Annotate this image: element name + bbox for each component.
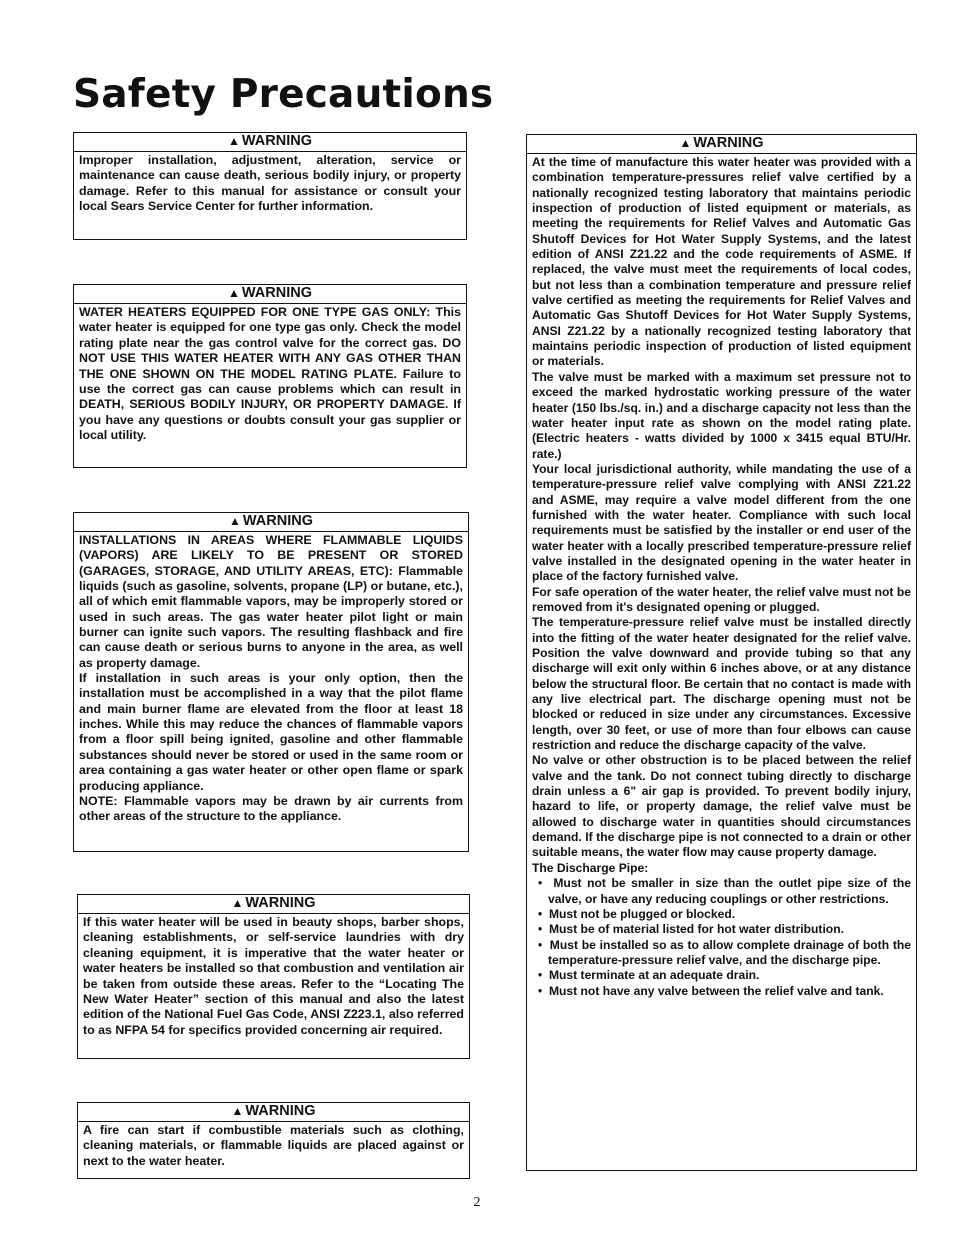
warning-header: ▲ WARNING [74,285,466,304]
list-item: • Must be installed so as to allow complete drainage of both the temperature-pressure relief valve, and the discharge pipe. [538,937,911,967]
warning-triangle-icon: ▲ [228,134,240,148]
warning-header: ▲ WARNING [78,895,469,914]
warning-paragraph: INSTALLATIONS IN AREAS WHERE FLAMMABLE LIQUIDS (VAPORS) ARE LIKELY TO BE PRESENT OR STORED (GARAGES, STORAGE, AND UTILITY AREAS, ETC): Flammable liquids (such as gasoline, solvents, propane (LP) or butane, etc.), all of which emit flammable vapors, may be improperly stored or used in such areas. The gas water heater pilot light or main burner can ignite such vapors. The resulting flashback and fire can cause death or serious burns to anyone in the area, as well as property damage. [79,533,463,670]
list-item: • Must be of material listed for hot water distribution. [538,922,844,937]
discharge-pipe-heading: The Discharge Pipe: [532,860,649,875]
warning-box-relief-valve [526,134,917,1171]
warning-paragraph: NOTE: Flammable vapors may be drawn by air currents from other areas of the structure to the appliance. [79,793,463,824]
warning-paragraph: For safe operation of the water heater, the relief valve must not be removed from it's designated opening or plugged. [532,584,911,614]
warning-triangle-icon: ▲ [228,286,240,300]
warning-paragraph: The temperature-pressure relief valve must be installed directly into the fitting of the water heater designated for the relief valve. Position the valve downward and provide tubing so that any discharge will exit only within 6 inches above, or at any distance below the structural floor. Be certain that no contact is made with any live electrical part. The discharge opening must not be blocked or reduced in size under any circumstances. Excessive length, over 30 feet, or use of more than four elbows can cause restriction and reduce the discharge capacity of the valve. [532,615,911,753]
warning-body [74,532,468,827]
warning-box-improper-installation [73,132,467,240]
warning-paragraph: Your local jurisdictional authority, while mandating the use of a temperature-pressure relief valve complying with ANSI Z21.22 and ASME, may require a valve model different from the one furnished with the water heater. Compliance with such local requirements must be satisfied by the installer or end user of the water heater with a locally prescribed temperature-pressure relief valve installed in the designated opening in the water heater in place of the factory furnished valve. [532,461,911,584]
warning-paragraph: The valve must be marked with a maximum set pressure not to exceed the marked hydrostatic working pressure of the water heater (150 lbs./sq. in.) and a discharge capacity not less than the water heater input rate as shown on the model rating plate. (Electric heaters - watts divided by 1000 x 3415 equal BTU/Hr. rate.) [532,369,911,461]
warning-paragraph: A fire can start if combustible materials such as clothing, cleaning materials, or flammable liquids are placed against or next to the water heater. [83,1123,464,1168]
warning-paragraph: If installation in such areas is your only option, then the installation must be accomplished in a way that the pilot flame and main burner flame are elevated from the floor at least 18 inches. While this may reduce the chances of flammable vapors from a floor spill being ignited, gasoline and other flammable substances should never be stored or used in the same room or area containing a gas water heater or other open flame or spark producing appliance. [79,671,463,793]
warning-body [78,1122,469,1171]
warning-paragraph: WATER HEATERS EQUIPPED FOR ONE TYPE GAS ONLY: This water heater is equipped for one type gas only. Check the model rating plate near the gas control valve for the correct gas. DO NOT USE THIS WATER HEATER WITH ANY GAS OTHER THAN THE ONE SHOWN ON THE MODEL RATING PLATE. Failure to use the correct gas can cause problems which can result in DEATH, SERIOUS BODILY INJURY, OR PROPERTY DAMAGE. If you have any questions or doubts consult your gas supplier or local utility. [79,305,461,443]
warning-triangle-icon: ▲ [679,136,692,150]
list-item: • Must terminate at an adequate drain. [538,968,760,983]
warning-body [527,154,916,1001]
warning-paragraph: At the time of manufacture this water heater was provided with a combination temperature-pressures relief valve certified by a nationally recognized testing laboratory that maintains periodic inspection of production of listed equipment or materials, as meeting the requirements for Relief Valves and Automatic Gas Shutoff Devices for Hot Water Supply Systems, and the latest edition of ANSI Z21.22 and the code requirements of ASME. If replaced, the valve must meet the requirements of local codes, but not less than a combination temperature and pressure relief valve certified as meeting the requirements for Relief Valves and Automatic Gas Shutoff Devices for Hot Water Supply Systems, ANSI Z21.22 by a nationally recognized testing laboratory that maintains periodic inspection of production of listed equipment or materials. [532,155,911,369]
warning-triangle-icon: ▲ [231,896,244,910]
list-item: • Must not be plugged or blocked. [538,906,736,921]
warning-header: ▲ WARNING [74,133,466,152]
warning-paragraph: If this water heater will be used in beauty shops, barber shops, cleaning establishments, or self-service laundries with dry cleaning equipment, it is imperative that the water heater or water heaters be installed so that combustion and ventilation air be taken from outside these areas. Refer to the “Locating The New Water Heater” section of this manual and also the latest edition of the National Fuel Gas Code, ANSI Z223.1, also referred to as NFPA 54 for specifics provided concerning air required. [83,915,464,1037]
page-title: Safety Precautions [73,72,494,117]
list-item: • Must not have any valve between the relief valve and tank. [538,983,884,998]
warning-body [74,304,466,446]
warning-header: ▲ WARNING [74,513,468,532]
warning-box-ventilation-air [77,894,470,1059]
warning-body [78,914,469,1040]
warning-header: ▲ WARNING [527,135,916,154]
warning-triangle-icon: ▲ [229,514,241,528]
page-number: 2 [473,1195,481,1210]
warning-header: ▲ WARNING [78,1103,469,1122]
warning-box-flammable-vapors [73,512,469,852]
warning-triangle-icon: ▲ [231,1104,244,1118]
warning-box-combustible-materials [77,1102,470,1179]
list-item: • Must not be smaller in size than the outlet pipe size of the valve, or have any reducing couplings or other restrictions. [538,876,911,906]
warning-body [74,152,466,217]
warning-paragraph: Improper installation, adjustment, alteration, service or maintenance can cause death, serious bodily injury, or property damage. Refer to this manual for assistance or consult your local Sears Service Center for further information. [79,153,461,214]
warning-paragraph: No valve or other obstruction is to be placed between the relief valve and the tank. Do not connect tubing directly to discharge drain unless a 6" air gap is provided. To prevent bodily injury, hazard to life, or property damage, the relief valve must be allowed to discharge water in quantities should circumstances demand. If the discharge pipe is not connected to a drain or other suitable means, the water flow may cause property damage. [532,753,911,860]
warning-box-gas-type [73,284,467,468]
